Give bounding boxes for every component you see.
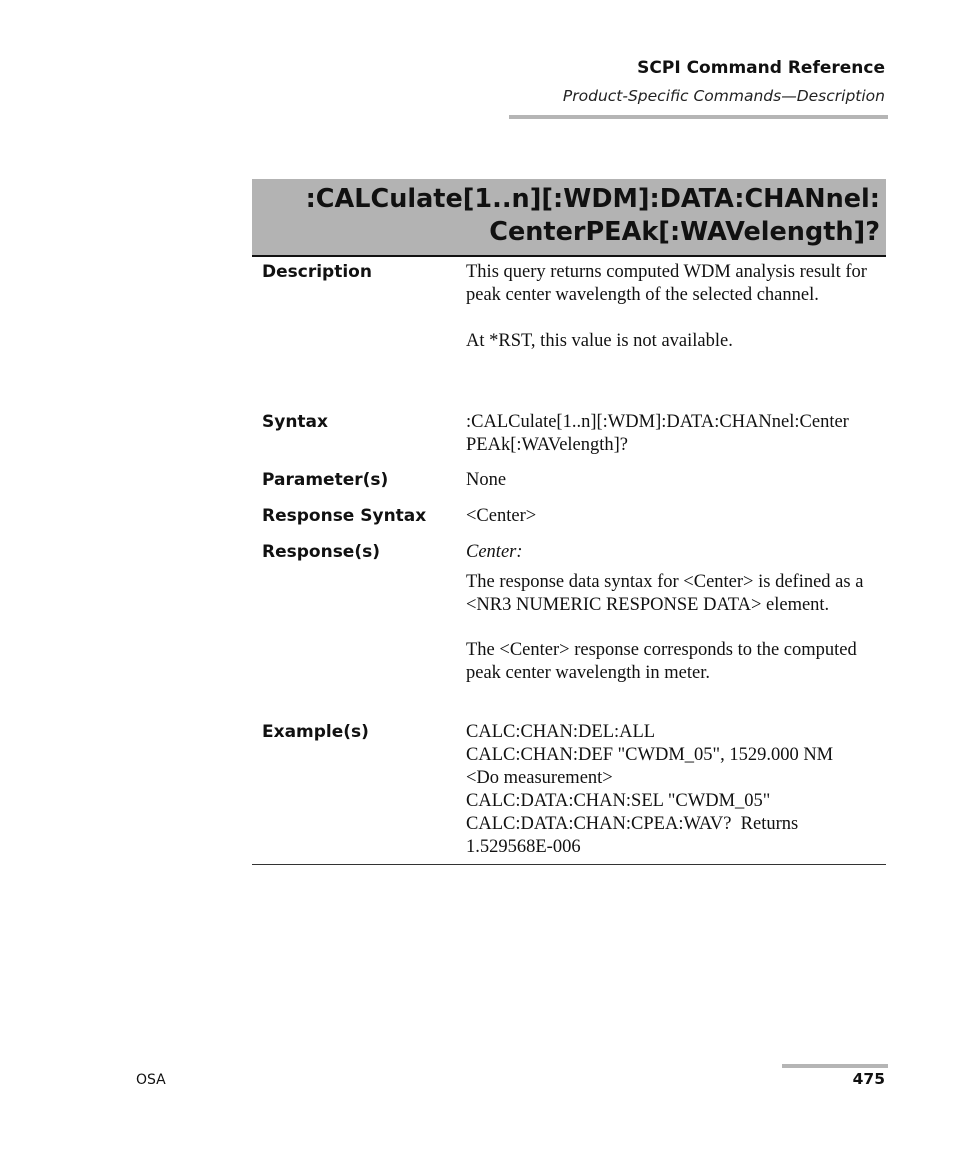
footer-product: OSA	[136, 1072, 166, 1088]
syntax-value: :CALCulate[1..n][:WDM]:DATA:CHANnel:Center PEAk[:WAVelength]?	[466, 412, 849, 455]
example-line: CALC:DATA:CHAN:CPEA:WAV? Returns	[466, 814, 799, 834]
command-title-line-1: :CALCulate[1..n][:WDM]:DATA:CHANnel:	[305, 184, 880, 214]
example-line: CALC:CHAN:DEF "CWDM_05", 1529.000 NM	[466, 745, 834, 765]
header-rule	[509, 115, 888, 119]
examples-label: Example(s)	[262, 722, 369, 742]
description-label: Description	[262, 262, 372, 282]
footer-rule	[782, 1064, 888, 1068]
table-bottom-rule	[252, 864, 886, 865]
page-header-subtitle: Product-Specific Commands—Description	[562, 87, 885, 105]
command-title	[306, 183, 880, 249]
example-line: CALC:CHAN:DEL:ALL	[466, 722, 656, 742]
parameters-value: None	[466, 470, 507, 490]
page-header-title: SCPI Command Reference	[637, 58, 885, 78]
example-line: <Do measurement>	[466, 768, 613, 788]
command-title-band	[252, 179, 886, 257]
description-value	[466, 261, 886, 353]
response-syntax-description: The response data syntax for <Center> is defined as a <NR3 NUMERIC RESPONSE DATA> element.	[466, 572, 864, 615]
command-title-line-2: CenterPEAk[:WAVelength]?	[489, 217, 880, 247]
response-syntax-value: <Center>	[466, 506, 537, 526]
page-number: 475	[852, 1070, 885, 1088]
response-meaning: The <Center> response corresponds to the computed peak center wavelength in meter.	[466, 640, 857, 683]
syntax-label: Syntax	[262, 412, 328, 432]
description-text: This query returns computed WDM analysis result for peak center wavelength of the selected channel.	[466, 262, 867, 305]
example-line: 1.529568E-006	[466, 837, 581, 857]
examples-value	[466, 721, 886, 859]
parameters-label: Parameter(s)	[262, 470, 389, 490]
responses-label: Response(s)	[262, 542, 380, 562]
response-name: Center:	[466, 542, 523, 562]
example-line: CALC:DATA:CHAN:SEL "CWDM_05"	[466, 791, 771, 811]
responses-value	[466, 541, 886, 685]
description-rst-note: At *RST, this value is not available.	[466, 331, 733, 351]
response-syntax-label: Response Syntax	[262, 506, 427, 526]
